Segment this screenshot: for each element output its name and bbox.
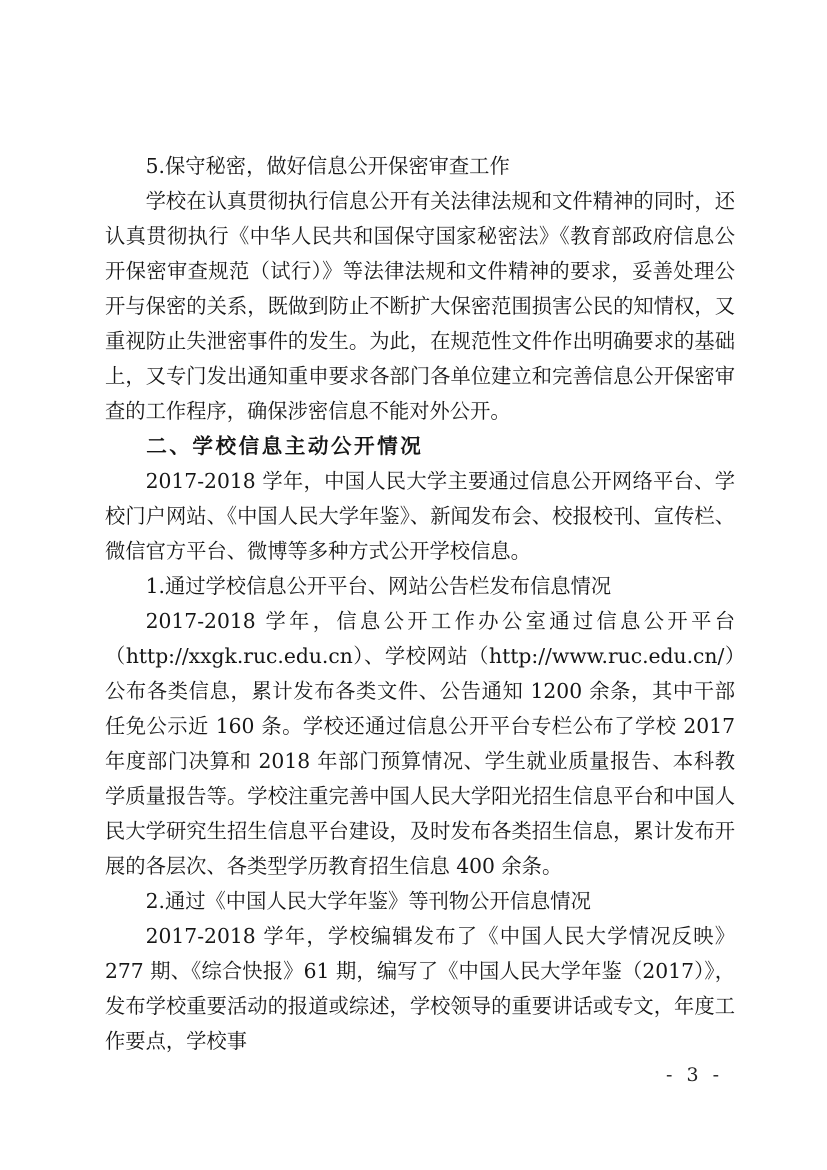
paragraph-yearbook-publications: 2017-2018 学年，学校编辑发布了《中国人民大学情况反映》277 期、《综合快报》61 期，编写了《中国人民大学年鉴（2017）》，发布学校重要活动的报道或综述，学校领导的重要讲话或专文，年度工作要点，学校事 bbox=[105, 924, 735, 1053]
section-two-heading: 二、学校信息主动公开情况 bbox=[146, 434, 424, 458]
page-number: - 3 - bbox=[665, 1064, 723, 1086]
page-footer bbox=[666, 1062, 723, 1088]
paragraph-disclosure-channels: 2017-2018 学年，中国人民大学主要通过信息公开网络平台、学校门户网站、《中国人民大学年鉴》、新闻发布会、校报校刊、宣传栏、微信官方平台、微博等多种方式公开学校信息。 bbox=[105, 469, 735, 563]
item-2-heading: 2.通过《中国人民大学年鉴》等刊物公开信息情况 bbox=[145, 889, 591, 913]
paragraph-platform-statistics: 2017-2018 学年，信息公开工作办公室通过信息公开平台（http://xxgk.ruc.edu.cn）、学校网站（http://www.ruc.edu.cn/）公布各类信息，累计发布各类文件、公告通知 1200 余条，其中干部任免公示近 160 条。学校还通过信息公开平台专栏公布了学校 2017 年度部门决算和 2018 年部门预算情况、学生就业质量报告、本科教学质量报告等。学校注重完善中国人民大学阳光招生信息平台和中国人民大学研究生招生信息平台建设，及时发布各类招生信息，累计发布开展的各层次、各类型学历教育招生信息 400 余条。 bbox=[105, 609, 735, 878]
paragraph-secrecy-review: 学校在认真贯彻执行信息公开有关法律法规和文件精神的同时，还认真贯彻执行《中华人民共和国保守国家秘密法》《教育部政府信息公开保密审查规范（试行）》等法律法规和文件精神的要求，妥善处理公开与保密的关系，既做到防止不断扩大保密范围损害公民的知情权，又重视防止失泄密事件的发生。为此，在规范性文件作出明确要求的基础上，又专门发出通知重申要求各部门各单位建立和完善信息公开保密审查的工作程序，确保涉密信息不能对外公开。 bbox=[105, 189, 735, 423]
item-1-heading: 1.通过学校信息公开平台、网站公告栏发布信息情况 bbox=[145, 574, 612, 598]
item-5-heading: 5.保守秘密，做好信息公开保密审查工作 bbox=[145, 154, 510, 178]
document-content bbox=[105, 149, 735, 1059]
